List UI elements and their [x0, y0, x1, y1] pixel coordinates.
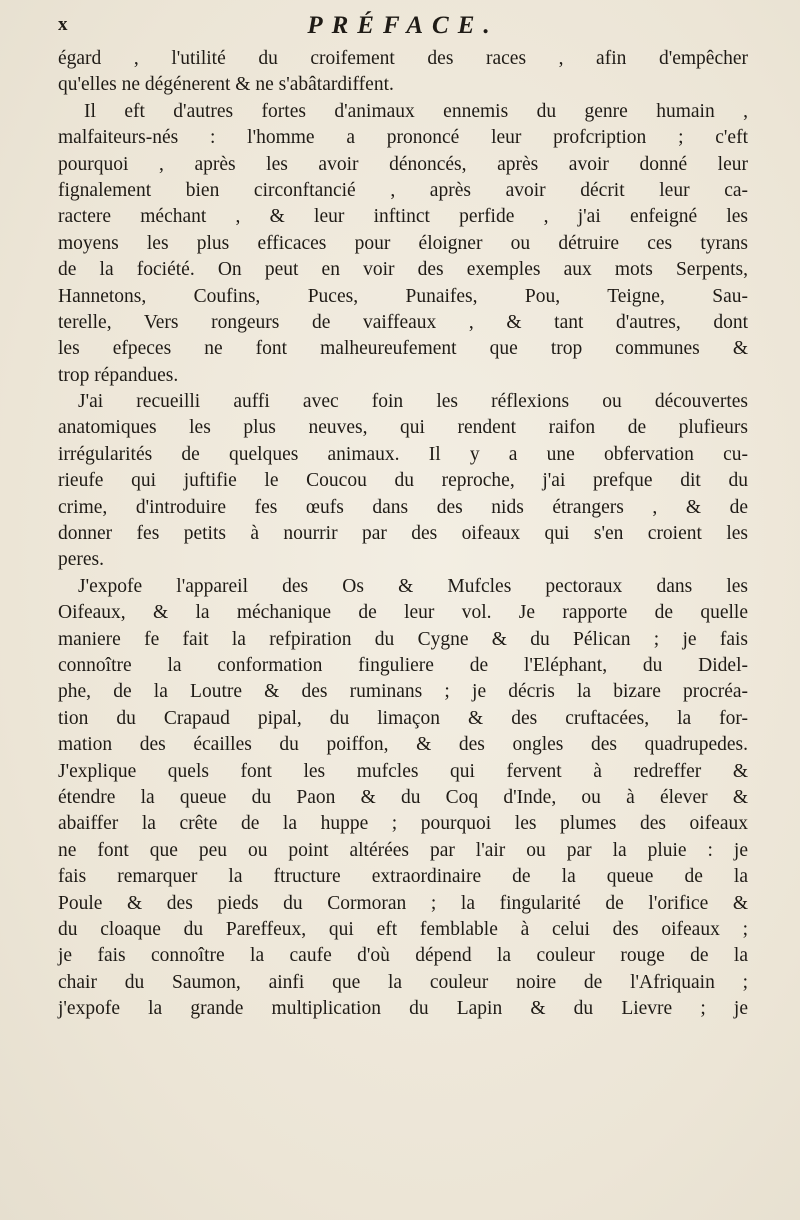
text-line: J'explique quels font les mufcles qui fervent à redreffer & — [58, 760, 748, 782]
text-line: fignalement bien circonftancié , après avoir décrit leur ca- — [58, 179, 748, 201]
page-number: x — [58, 14, 68, 35]
text-line: trop répandues. — [58, 364, 179, 386]
text-line: connoître la conformation finguliere de l'Eléphant, du Didel- — [58, 654, 748, 676]
text-line: phe, de la Loutre & des ruminans ; je décris la bizare procréa- — [58, 681, 748, 703]
text-line: ne font que peu ou point altérées par l'air ou par la pluie : je — [58, 839, 748, 861]
text-line: J'expofe l'appareil des Os & Mufcles pectoraux dans les — [78, 575, 748, 597]
text-line: malfaiteurs-nés : l'homme a prononcé leur profcription ; c'eft — [58, 127, 748, 149]
body-text — [58, 46, 748, 1022]
text-line: les efpeces ne font malheureufement que trop communes & — [58, 338, 748, 360]
text-line: peres. — [58, 549, 105, 571]
text-line: de la fociété. On peut en voir des exemples aux mots Serpents, — [58, 259, 748, 281]
text-line: je fais connoître la caufe d'où dépend la couleur rouge de la — [58, 945, 748, 967]
text-line: mation des écailles du poiffon, & des ongles des quadrupedes. — [58, 734, 748, 756]
text-line: du cloaque du Pareffeux, qui eft femblable à celui des oifeaux ; — [58, 918, 748, 940]
text-line: tion du Crapaud pipal, du limaçon & des cruftacées, la for- — [58, 707, 748, 729]
text-line: terelle, Vers rongeurs de vaiffeaux , & tant d'autres, dont — [58, 311, 748, 333]
text-line: Hannetons, Coufins, Puces, Punaifes, Pou, Teigne, Sau- — [58, 285, 748, 307]
text-line: J'ai recueilli auffi avec foin les réflexions ou découvertes — [78, 391, 748, 413]
text-line: Poule & des pieds du Cormoran ; la fingularité de l'orifice & — [58, 892, 748, 914]
running-head: PRÉFACE. — [307, 12, 499, 39]
text-line: irrégularités de quelques animaux. Il y a une obfervation cu- — [58, 443, 748, 465]
text-line: moyens les plus efficaces pour éloigner ou détruire ces tyrans — [58, 232, 748, 254]
text-line: chair du Saumon, ainfi que la couleur noire de l'Afriquain ; — [58, 971, 748, 993]
text-line: ractere méchant , & leur inftinct perfide , j'ai enfeigné les — [58, 206, 748, 228]
text-line: maniere fe fait la refpiration du Cygne & du Pélican ; je fais — [58, 628, 748, 650]
text-line: égard , l'utilité du croifement des races , afin d'empêcher — [58, 48, 748, 69]
text-line: j'expofe la grande multiplication du Lapin & du Lievre ; je — [58, 998, 748, 1020]
text-line: rieufe qui juftifie le Coucou du reproche, j'ai prefque dit du — [58, 470, 748, 492]
text-line: pourquoi , après les avoir dénoncés, après avoir donné leur — [58, 153, 748, 175]
text-line: qu'elles ne dégénerent & ne s'abâtardiffent. — [58, 74, 394, 96]
text-line: étendre la queue du Paon & du Coq d'Inde, ou à élever & — [58, 786, 748, 808]
text-line: crime, d'introduire fes œufs dans des nids étrangers , & de — [58, 496, 748, 518]
text-line: Oifeaux, & la méchanique de leur vol. Je rapporte de quelle — [58, 602, 748, 624]
text-line: abaiffer la crête de la huppe ; pourquoi les plumes des oifeaux — [58, 813, 748, 835]
text-line: anatomiques les plus neuves, qui rendent raifon de plufieurs — [58, 417, 748, 439]
text-line: donner fes petits à nourrir par des oifeaux qui s'en croient les — [58, 523, 748, 545]
text-line: Il eft d'autres fortes d'animaux ennemis du genre humain , — [84, 100, 748, 122]
text-line: fais remarquer la ftructure extraordinaire de la queue de la — [58, 866, 748, 888]
page-header — [58, 12, 748, 46]
